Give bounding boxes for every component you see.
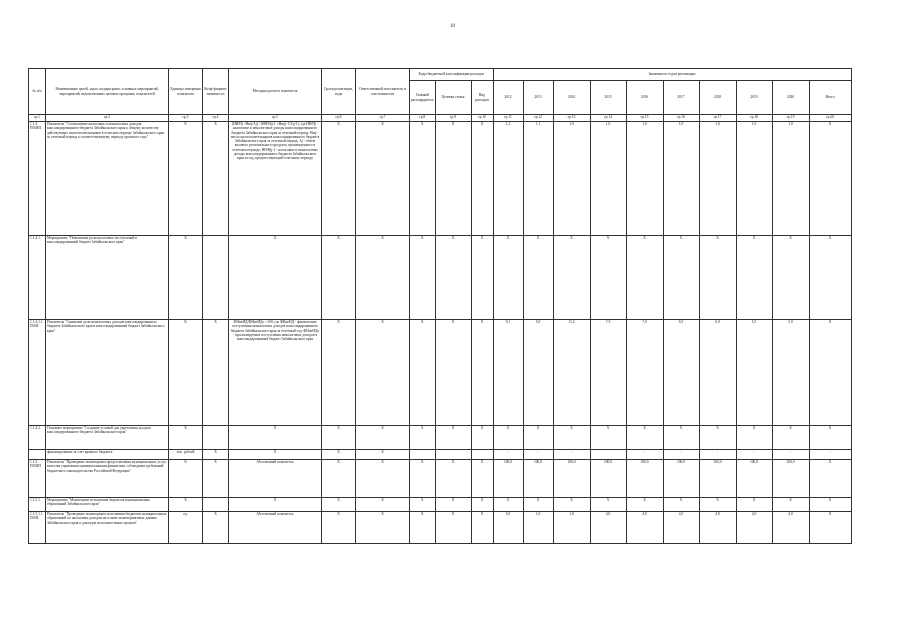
row-code-main: Х <box>410 498 436 512</box>
row-year-value: 100,0 <box>663 460 699 498</box>
row-year-value: 9,1 <box>493 320 523 426</box>
row-code-target: Х <box>435 320 471 426</box>
row-deadline: Х <box>322 498 356 512</box>
table-row <box>29 498 852 512</box>
row-year-value: 1,0 <box>553 512 590 544</box>
row-year-value: 1,0 <box>626 122 663 236</box>
header-year: 2016 <box>626 81 663 115</box>
row-year-value: Х <box>493 426 523 450</box>
row-total: Х <box>809 512 851 544</box>
row-responsible: Х <box>356 450 410 460</box>
row-year-value: - <box>493 450 523 460</box>
row-number: 1.1.4. ПОМП <box>29 122 46 236</box>
row-year-value: 100,0 <box>626 460 663 498</box>
row-year-value: 4,0 <box>590 512 626 544</box>
row-year-value: 1,1 <box>523 122 553 236</box>
program-table <box>28 68 852 544</box>
row-number: 1.1.5. ПОМП <box>29 460 46 498</box>
row-total: Х <box>809 498 851 512</box>
row-total: Х <box>809 320 851 426</box>
row-year-value: Х <box>523 498 553 512</box>
row-unit: % <box>169 320 203 426</box>
row-code-type: Х <box>471 320 493 426</box>
row-coef: Х <box>203 122 229 236</box>
column-number: гр.4 <box>203 115 229 122</box>
row-coef <box>203 426 229 450</box>
row-year-value: 100,0 <box>523 460 553 498</box>
row-year-value: 1,0 <box>699 122 736 236</box>
row-code-type: Х <box>471 460 493 498</box>
row-year-value: - <box>699 450 736 460</box>
row-code-target: Х <box>435 512 471 544</box>
row-year-value: 100,0 <box>699 460 736 498</box>
row-method: Х <box>229 236 322 320</box>
row-year-value: Х <box>493 498 523 512</box>
row-deadline: Х <box>322 122 356 236</box>
row-year-value: 7,5 <box>590 320 626 426</box>
row-year-value: 100,0 <box>493 460 523 498</box>
row-name: Показатель "Проведение мониторинга предоставления муниципальных услуг, качества управления муниципальными финансами, соблюдения требований бюджетного законодательства Российской Федерации" <box>46 460 169 498</box>
row-year-value: Х <box>523 426 553 450</box>
row-year-value: - <box>736 450 772 460</box>
row-year-value: 100,0 <box>590 460 626 498</box>
column-number: гр.3 <box>169 115 203 122</box>
row-year-value: 1,0 <box>736 122 772 236</box>
row-name: Мероприятие "Повышение роли налоговых поступлений в консолидированный бюджет Забайкальского края" <box>46 236 169 320</box>
row-coef: Х <box>203 320 229 426</box>
row-year-value: 100,0 <box>772 460 809 498</box>
row-code-type: Х <box>471 426 493 450</box>
row-year-value: Х <box>663 498 699 512</box>
column-number: гр.6 <box>322 115 356 122</box>
row-code-main: Х <box>410 122 436 236</box>
row-year-value: Х <box>523 236 553 320</box>
header-year: 2020 <box>772 81 809 115</box>
header-code-target: Целевая статья <box>435 81 471 115</box>
header-coef: Коэф-фициент значимости <box>203 69 229 115</box>
header-year: 2015 <box>590 81 626 115</box>
header-code-main: Главный распорядитель <box>410 81 436 115</box>
row-total: - <box>809 450 851 460</box>
row-unit: Х <box>169 426 203 450</box>
row-year-value: 4,0 <box>772 512 809 544</box>
row-year-value: Х <box>553 426 590 450</box>
table-row <box>29 320 852 426</box>
row-deadline: Х <box>322 460 356 498</box>
row-coef <box>203 498 229 512</box>
row-year-value: - <box>663 450 699 460</box>
row-code-main: Х <box>410 320 436 426</box>
column-number: гр.9 <box>435 115 471 122</box>
row-year-value: 5,0 <box>523 320 553 426</box>
row-number: 1.1.4.1.1. ПОМ <box>29 320 46 426</box>
row-method: Х <box>229 450 322 460</box>
row-year-value: 4,0 <box>699 512 736 544</box>
row-name: Основное мероприятие "Создание условий для укрепления доходов консолидированного бюджета Забайкальского края" <box>46 426 169 450</box>
column-number: гр.14 <box>590 115 626 122</box>
row-code-main: Х <box>410 426 436 450</box>
row-year-value: Х <box>590 236 626 320</box>
row-year-value: - <box>772 450 809 460</box>
row-year-value: 6,5 <box>663 320 699 426</box>
header-year: 2012 <box>493 81 523 115</box>
row-name: Показатель "Снижение доли неналоговых доходов консолидированного бюджета Забайкальского края в консолидированный бюджет Забайкальского края" <box>46 320 169 426</box>
row-code-main: Х <box>410 460 436 498</box>
column-number: гр.12 <box>523 115 553 122</box>
row-year-value: Х <box>772 236 809 320</box>
row-coef: Х <box>203 512 229 544</box>
row-responsible: Х <box>356 426 410 450</box>
row-coef <box>203 236 229 320</box>
row-coef: Х <box>203 450 229 460</box>
column-number: гр.7 <box>356 115 410 122</box>
row-year-value: 5,0 <box>493 512 523 544</box>
header-deadline: Сроки реализации, годы <box>322 69 356 115</box>
column-number: гр.8 <box>410 115 436 122</box>
row-total: Х <box>809 236 851 320</box>
header-year: 2014 <box>553 81 590 115</box>
row-year-value: Х <box>590 426 626 450</box>
row-code-target <box>435 450 471 460</box>
row-responsible: Х <box>356 460 410 498</box>
row-year-value: 4,0 <box>736 512 772 544</box>
row-method: ФНнеНД/ФНнеНДо ×100, где ФНнеНД - фактические поступления неналоговых доходов консолидированного бюджета Забайкальского края за отчетный год; ФНнеНДо - прогнозируемые поступления неналоговых доходов в консолидированный бюджет Забайкальского края <box>229 320 322 426</box>
row-year-value: Х <box>699 498 736 512</box>
header-name: Наименование целей, задач, подпрограмм, основных мероприятий, мероприятий, ведомственных целевых программ, показателей <box>46 69 169 115</box>
row-year-value: Х <box>736 236 772 320</box>
row-responsible: Х <box>356 236 410 320</box>
row-responsible: Х <box>356 320 410 426</box>
row-deadline: Х <box>322 320 356 426</box>
header-method: Методика расчета показателя <box>229 69 322 115</box>
table-row <box>29 450 852 460</box>
column-number: гр.10 <box>471 115 493 122</box>
row-deadline: Х <box>322 426 356 450</box>
row-method: Х <box>229 498 322 512</box>
row-year-value: Х <box>626 426 663 450</box>
row-unit: Х <box>169 236 203 320</box>
row-year-value: 1,2 <box>493 122 523 236</box>
row-unit: Х <box>169 498 203 512</box>
row-code-main: Х <box>410 512 436 544</box>
row-unit: % <box>169 122 203 236</box>
column-number: гр.17 <box>699 115 736 122</box>
row-year-value: 1,0 <box>772 122 809 236</box>
header-year: 2018 <box>699 81 736 115</box>
row-unit: тыс. рублей <box>169 450 203 460</box>
row-year-value: 4,0 <box>663 512 699 544</box>
table-row <box>29 236 852 320</box>
row-number: 1.1.4.1. <box>29 236 46 320</box>
column-number: гр.1 <box>29 115 46 122</box>
row-responsible: Х <box>356 122 410 236</box>
row-year-value: - <box>553 450 590 460</box>
column-number: гр.16 <box>663 115 699 122</box>
row-year-value: 1,0 <box>663 122 699 236</box>
row-year-value: 5,5 <box>736 320 772 426</box>
row-year-value: - <box>626 450 663 460</box>
row-number: 1.1.4.2. <box>29 426 46 450</box>
table-row <box>29 122 852 236</box>
row-year-value: Х <box>553 498 590 512</box>
row-name: Показатель "Соотношение налоговых и неналоговых доходов консолидированного бюджета Забайкальского края к общему количеству действующих налогоплательщиков в отчетном периоде Забайкальского края за отчетный период к соответствующему периоду прошлого года" <box>46 122 169 236</box>
column-number: гр.18 <box>736 115 772 122</box>
row-year-value: 100,0 <box>553 460 590 498</box>
row-coef: Х <box>203 460 229 498</box>
row-year-value: 100,0 <box>736 460 772 498</box>
row-name: Мероприятие "Мониторинг исполнения бюджетов муниципальных образований Забайкальского края" <box>46 498 169 512</box>
row-year-value: Х <box>590 498 626 512</box>
row-deadline: Х <box>322 512 356 544</box>
row-number: 1.1.5.1. <box>29 498 46 512</box>
column-number-row <box>29 115 852 122</box>
row-code-type <box>471 450 493 460</box>
column-number: гр.15 <box>626 115 663 122</box>
row-code-type: Х <box>471 512 493 544</box>
header-year: 2013 <box>523 81 553 115</box>
row-year-value: 1,0 <box>590 122 626 236</box>
header-year: 2017 <box>663 81 699 115</box>
row-year-value: Х <box>772 426 809 450</box>
row-method: Х <box>229 426 322 450</box>
row-year-value: 11,2 <box>553 320 590 426</box>
row-number: 1.1.5.1.1. ПОМ <box>29 512 46 544</box>
header-total: Итого <box>809 81 851 115</box>
column-number: гр.11 <box>493 115 523 122</box>
row-name: Показатель "Проведение мониторинга исполнения бюджетов муниципальных образований по налоговым доходам на основе мониторинговых данных Забайкальского края и докладов исполнительных органов" <box>46 512 169 544</box>
page-number: 10 <box>450 24 455 29</box>
row-year-value: 6,0 <box>699 320 736 426</box>
row-year-value: Х <box>663 426 699 450</box>
table-row <box>29 460 852 498</box>
row-unit: % <box>169 460 203 498</box>
row-year-value: 5,0 <box>772 320 809 426</box>
row-deadline: Х <box>322 450 356 460</box>
header-codes-group: Коды бюджетной классификации расходов <box>410 69 494 81</box>
header-year: 2019 <box>736 81 772 115</box>
row-year-value: Х <box>663 236 699 320</box>
column-number: гр.19 <box>772 115 809 122</box>
row-code-target: Х <box>435 498 471 512</box>
row-code-main <box>410 450 436 460</box>
row-method: Абсолютный показатель <box>229 460 322 498</box>
row-total: Х <box>809 426 851 450</box>
row-method: (НН/Нj ×Нmj/Аj) / (НН/Нjj-1 ×Нmjj-1/Аjj-1), где НН/Нj - налоговые и неналоговые доходы консолидированного бюджета Забайкальского края за отчетный период; Нmj - число налогоплательщиков консолидированного бюджета Забайкальского края за отчетный период; Аj - объем валового регионального продукта, произведенного в отчетном периоде; НН/Нjj-1 - налоговые и неналоговые доходы консолидированного бюджета Забайкальского края за год, предшествующий отчетному периоду <box>229 122 322 236</box>
row-code-target: Х <box>435 460 471 498</box>
column-number: гр.20 <box>809 115 851 122</box>
row-total: Х <box>809 122 851 236</box>
row-year-value: 1,0 <box>553 122 590 236</box>
row-code-main: Х <box>410 236 436 320</box>
row-year-value: Х <box>493 236 523 320</box>
row-year-value: Х <box>699 236 736 320</box>
row-year-value: Х <box>626 236 663 320</box>
row-code-target: Х <box>435 236 471 320</box>
row-deadline: Х <box>322 236 356 320</box>
row-year-value: Х <box>626 498 663 512</box>
row-code-target: Х <box>435 426 471 450</box>
row-method: Абсолютный показатель <box>229 512 322 544</box>
row-year-value: Х <box>736 498 772 512</box>
row-code-type: Х <box>471 122 493 236</box>
row-code-type: Х <box>471 236 493 320</box>
row-total: Х <box>809 460 851 498</box>
row-code-type: Х <box>471 498 493 512</box>
row-year-value: Х <box>699 426 736 450</box>
row-year-value: 7,0 <box>626 320 663 426</box>
header-values-group: Значения по годам реализации <box>493 69 851 81</box>
row-unit: ед. <box>169 512 203 544</box>
row-year-value: - <box>523 450 553 460</box>
table-row <box>29 426 852 450</box>
header-code-type: Вид расходов <box>471 81 493 115</box>
header-num: № п/п <box>29 69 46 115</box>
row-year-value: Х <box>553 236 590 320</box>
header-responsible: Ответственный исполнитель и соисполнители <box>356 69 410 115</box>
column-number: гр.13 <box>553 115 590 122</box>
table-row <box>29 512 852 544</box>
row-number <box>29 450 46 460</box>
row-name: финансирование за счет краевого бюджета <box>46 450 169 460</box>
column-number: гр.2 <box>46 115 169 122</box>
row-code-target: Х <box>435 122 471 236</box>
row-year-value: Х <box>772 498 809 512</box>
row-responsible: Х <box>356 498 410 512</box>
row-year-value: - <box>590 450 626 460</box>
row-year-value: Х <box>736 426 772 450</box>
column-number: гр.5 <box>229 115 322 122</box>
row-year-value: 4,0 <box>626 512 663 544</box>
row-responsible: Х <box>356 512 410 544</box>
row-year-value: 1,0 <box>523 512 553 544</box>
header-unit: Единица измерения показателя <box>169 69 203 115</box>
